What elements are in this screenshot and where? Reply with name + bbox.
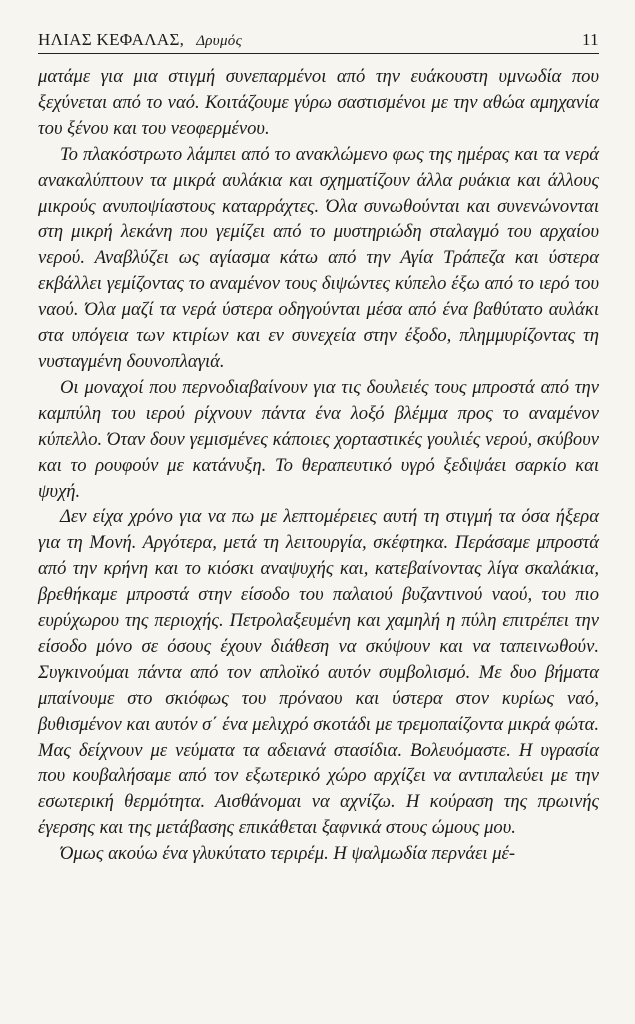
page-number: 11 — [582, 30, 599, 49]
header-left — [38, 30, 242, 50]
paragraph: Δεν είχα χρόνο για να πω με λεπτομέρειες αυτή τη στιγμή τα όσα ήξερα για τη Μονή. Αργότερα, μετά τη λειτουργία, σκέφτηκα. Περάσαμε μπροστά από την κρήνη και το κιόσκι αναψυχής και, κατεβαίνοντας λίγα σκαλάκια, βρεθήκαμε μπροστά στην είσοδο του παλαιού βυζαντινού ναού, του πιο ευρύχωρου της περιοχής. Πετρολαξευμένη και χαμηλή η πύλη επιτρέπει την είσοδο μόνο σε όσους έχουν διάθεση να σκύψουν και να ταπεινωθούν. Συγκινούμαι πάντα από τον απλοϊκό αυτόν συμβολισμό. Με δυο βήματα μπαίνουμε στο σκιόφως του πρόναου και ύστερα στον κυρίως ναό, βυθισμένον και αυτόν σ΄ ένα μελιχρό σκοτάδι με τρεμοπαίζοντα μικρά φώτα. Μας δείχνουν με νεύματα τα αδειανά στασίδια. Βολευόμαστε. Η υγρασία που κουβαλήσαμε από τον εξωτερικό χώρο αρχίζει να αντιπαλεύει με την εσωτερική θερμότητα. Αισθάνομαι να αχνίζω. Η κούραση της πρωινής έγερσης και της μετάβασης επικάθεται ξαφνικά στους ώμους μου. — [38, 506, 599, 839]
paragraph-continued: ματάμε για μια στιγμή συνεπαρμένοι από την ευάκουστη υμνωδία που ξεχύνεται από το ναό. Κοιτάζουμε γύρω σαστισμένοι με την αθώα αμηχανία του ξένου και του νεοφερμένου. — [38, 66, 599, 139]
header-book-title: Δρυμός — [196, 33, 242, 49]
paragraph: Οι μοναχοί που περνοδιαβαίνουν για τις δουλειές τους μπροστά από την καμπύλη του ιερού ρίχνουν πάντα ένα λοξό βλέμμα προς το αναμένον κύπελλο. Όταν δουν γεμισμένες κάποιες χορταστικές γουλιές νερού, σκύβουν και το ρουφούν με κατάνυξη. Το θεραπευτικό υγρό ξεδιψάει σαρκίο και ψυχή. — [38, 376, 599, 502]
running-header — [38, 30, 599, 54]
paragraph: Το πλακόστρωτο λάμπει από το ανακλώμενο φως της ημέρας και τα νερά ανακαλύπτουν τα μικρά αυλάκια και σχηματίζουν άλλα ρυάκια και άλλους μικρούς ανυποψίαστους καταρράχτες. Όλα συνωθούνται και συνενώνονται στη μικρή λεκάνη που γεμίζει από το μυστηριώδη σταλαγμό του αρχαίου νερού. Αναβλύζει ως αγίασμα κάτω από την Αγία Τράπεζα και ύστερα εκβάλλει γεμίζοντας το αναμένον τους διψώντες κύπελο έξω από το ιερό του ναού. Όλα μαζί τα νερά ύστερα οδηγούνται μέσα από ένα βαθύτατο αυλάκι στα υπόγεια των κτιρίων και εν συνεχεία στην έξοδο, πλημμυρίζοντας τη νυσταγμένη δουνοπλαγιά. — [38, 143, 599, 372]
header-author: ΗΛΙΑΣ ΚΕΦΑΛΑΣ, — [38, 30, 185, 49]
paragraph: Όμως ακούω ένα γλυκύτατο τεριρέμ. Η ψαλμωδία περνάει μέ- — [60, 843, 516, 865]
page-body-text — [38, 64, 599, 867]
